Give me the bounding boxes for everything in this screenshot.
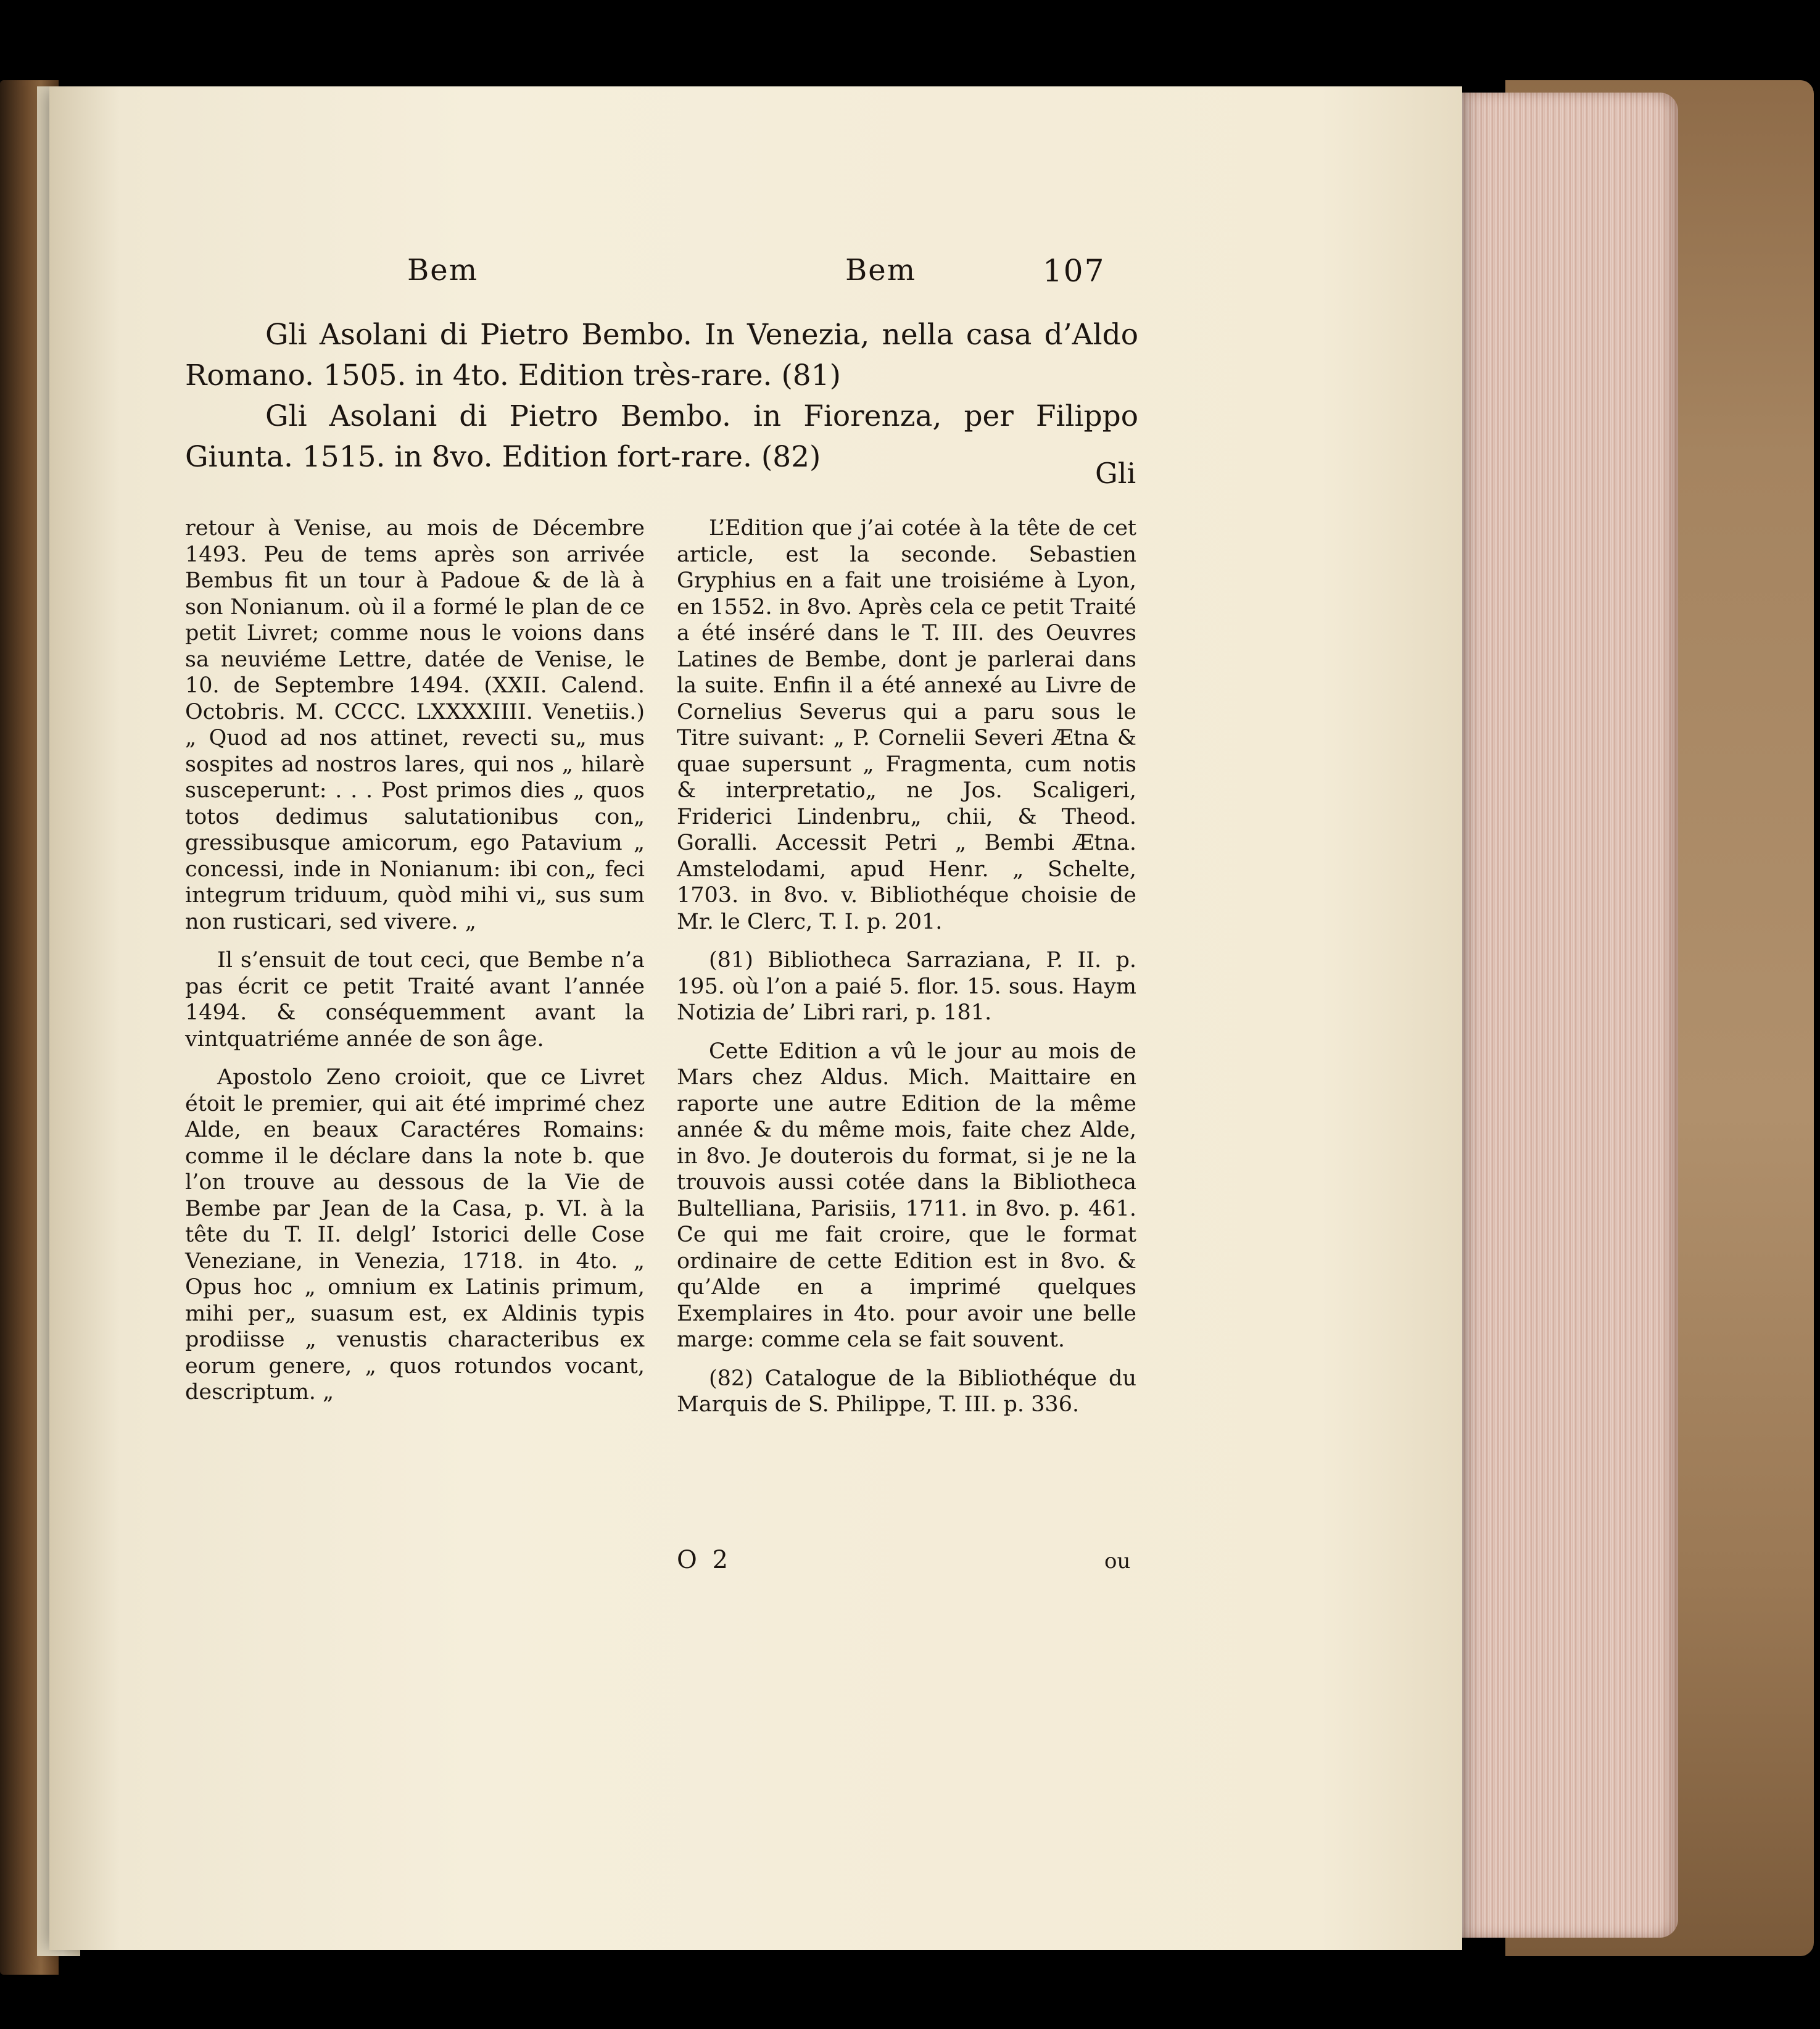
running-head-right: Bem [845, 253, 917, 288]
left-paragraph: Apostolo Zeno croioit, que ce Livret étoit le premier, qui ait été imprimé chez Alde, en beaux Caractéres Romains: comme il le déclare dans la note b. que l’on trouve au dessous de la Vie de Bembe par Jean de la Casa, p. VI. à la tête du T. II. delgl’ Istorici delle Cose Veneziane, in Venezia, 1718. in 4to. „ Opus hoc „ omnium ex Latinis primum, mihi per„ suasum est, ex Aldinis typis prodiisse „ venustis characteribus ex eorum genere, „ quos rotundos vocant, descriptum. „ [185, 1065, 645, 1405]
left-paragraph: retour à Venise, au mois de Décembre 1493. Peu de tems après son arrivée Bembus fit un tour à Padoue & de là à son Nonianum. où il a formé le plan de ce petit Livret; comme nous le voions dans sa neuviéme Lettre, datée de Venise, le 10. de Septembre 1494. (XXII. Calend. Octobris. M. CCCC. LXXXXIIII. Venetiis.) „ Quod ad nos attinet, revecti su„ mus sospites ad nostros lares, qui nos „ hilarè susceperunt: . . . Post primos dies „ quos totos dedimus salutationibus con„ gressibusque amicorum, ego Patavium „ concessi, inde in Nonianum: ibi con„ feci integrum triduum, quòd mihi vi„ sus sum non rusticari, sed vivere. „ [185, 516, 645, 934]
page-edges [1450, 93, 1678, 1938]
left-paragraph: Il s’ensuit de tout ceci, que Bembe n’a pas écrit ce petit Traité avant l’année 1494. & conséquemment avant la vintquatriéme année de son âge. [185, 948, 645, 1052]
signature-mark: O 2 [677, 1546, 732, 1574]
right-paragraph: Cette Edition a vû le jour au mois de Mars chez Aldus. Mich. Maittaire en raporte une autre Edition de la même année & du même mois, faite chez Alde, in 8vo. Je douterois du format, si je ne la trouvois aussi cotée dans la Bibliotheca Bultelliana, Parisiis, 1711. in 8vo. p. 461. Ce qui me fait croire, que le format ordinaire de cette Edition est in 8vo. & qu’Alde en a imprimé quelques Exemplaires in 4to. pour avoir une belle marge: comme cela se fait souvent. [677, 1039, 1136, 1352]
footnote-81: (81) Bibliotheca Sarraziana, P. II. p. 195. où l’on a paié 5. flor. 15. sous. Haym Notizia de’ Libri rari, p. 181. [677, 948, 1136, 1025]
page-number: 107 [1043, 253, 1106, 289]
entry-2: Gli Asolani di Pietro Bembo. in Fiorenza, per Filippo Giunta. 1515. in 8vo. Edition fort-rare. (82) [185, 399, 1138, 474]
right-column [677, 515, 1136, 1430]
right-paragraph: L’Edition que j’ai cotée à la tête de cet article, est la seconde. Sebastien Gryphius en a fait une troisiéme à Lyon, en 1552. in 8vo. Après cela ce petit Traité a été inséré dans le T. III. des Oeuvres Latines de Bembe, dont je parlerai dans la suite. Enfin il a été annexé au Livre de Cornelius Severus qui a paru sous le Titre suivant: „ P. Cornelii Severi Ætna & quae supersunt „ Fragmenta, cum notis & interpretatio„ ne Jos. Scaligeri, Friderici Lindenbru„ chii, & Theod. Goralli. Accessit Petri „ Bembi Ætna. Amstelodami, apud Henr. „ Schelte, 1703. in 8vo. v. Bibliothéque choisie de Mr. le Clerc, T. I. p. 201. [677, 516, 1136, 934]
left-column [185, 515, 645, 1418]
footnote-82: (82) Catalogue de la Bibliothéque du Marquis de S. Philippe, T. III. p. 336. [677, 1366, 1136, 1417]
bibliography-entries [185, 315, 1138, 478]
catchword-top: Gli [1095, 457, 1136, 490]
catchword-bottom: ou [1104, 1549, 1131, 1574]
entry-1: Gli Asolani di Pietro Bembo. In Venezia, nella casa d’Aldo Romano. 1505. in 4to. Edition très-rare. (81) [185, 318, 1138, 392]
running-head-left: Bem [407, 253, 479, 288]
